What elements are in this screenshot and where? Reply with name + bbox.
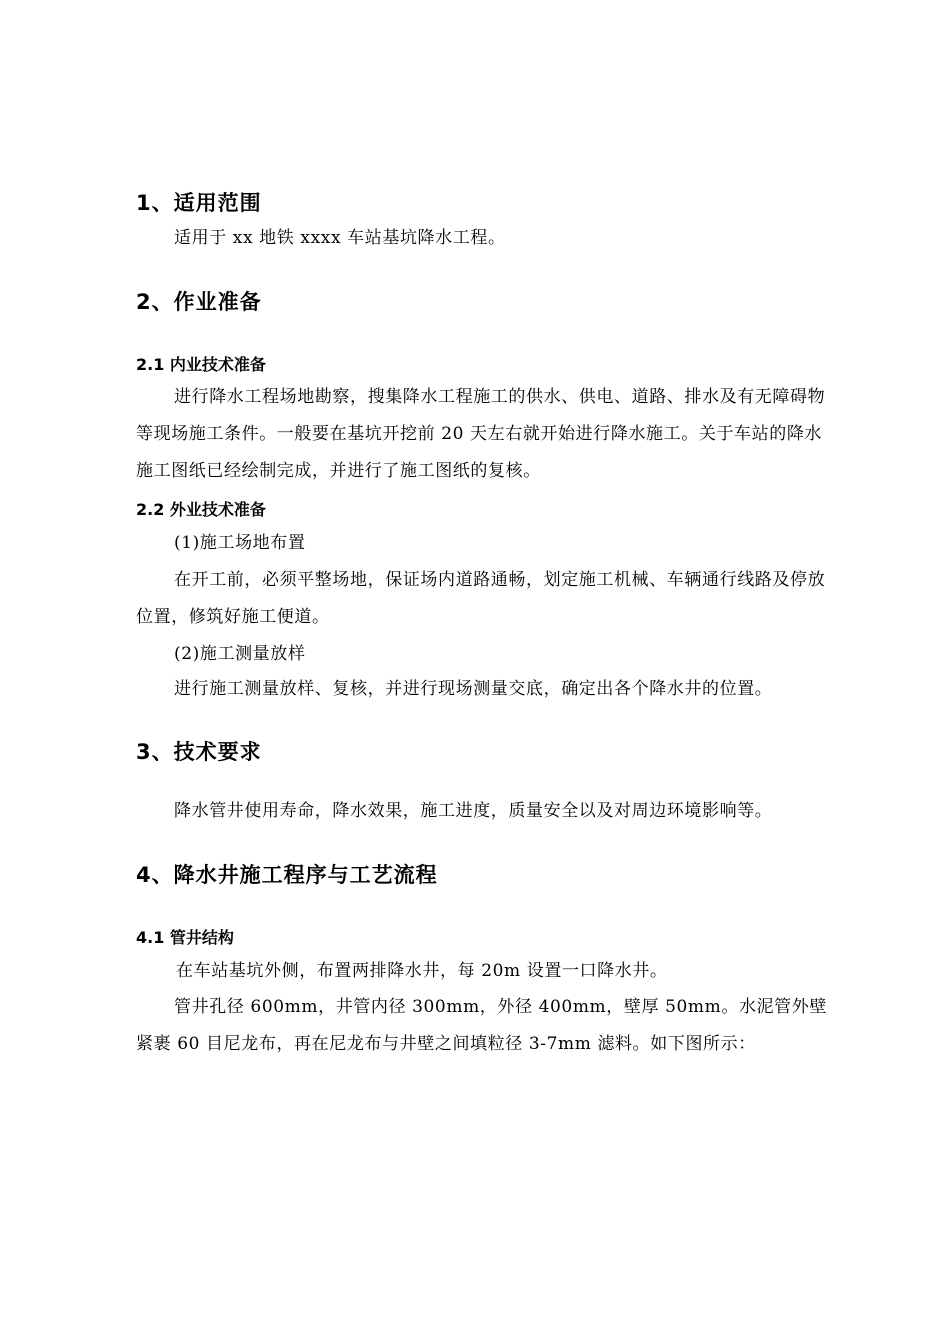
- section-3-text: 降水管井使用寿命，降水效果，施工进度，质量安全以及对周边环境影响等。: [174, 801, 773, 821]
- section-4-1-text-1: 在车站基坑外侧，布置两排降水井，每 20m 设置一口降水井。: [176, 961, 668, 981]
- section-2-2-item-2-text: 进行施工测量放样、复核，并进行现场测量交底，确定出各个降水井的位置。: [174, 679, 773, 699]
- section-2-2-item-1: (1)施工场地布置: [174, 533, 306, 553]
- section-4-1-heading: 4.1 管井结构: [136, 928, 234, 947]
- section-4-1-text-2: 管井孔径 600mm，井管内径 300mm，外径 400mm，壁厚 50mm。水泥管外壁紧裹 60 目尼龙布，再在尼龙布与井壁之间填粒径 3-7mm 滤料。如下图所示：: [136, 997, 827, 1054]
- section-4-heading: 4、降水井施工程序与工艺流程: [136, 863, 438, 887]
- section-2-1-heading: 2.1 内业技术准备: [136, 355, 266, 374]
- section-3-heading: 3、技术要求: [136, 740, 262, 764]
- section-2-1-text: 进行降水工程场地勘察，搜集降水工程施工的供水、供电、道路、排水及有无障碍物等现场施工条件。一般要在基坑开挖前 20 天左右就开始进行降水施工。关于车站的降水施工图纸已经绘制完成，并进行了施工图纸的复核。: [136, 387, 826, 481]
- section-2-2-item-2: (2)施工测量放样: [174, 644, 306, 664]
- section-2-2-item-1-text: 在开工前，必须平整场地，保证场内道路通畅，划定施工机械、车辆通行线路及停放位置，修筑好施工便道。: [136, 570, 826, 627]
- section-2-2-heading: 2.2 外业技术准备: [136, 500, 266, 519]
- section-1-heading: 1、适用范围: [136, 191, 262, 215]
- section-2-heading: 2、作业准备: [136, 290, 262, 314]
- section-1-text: 适用于 xx 地铁 xxxx 车站基坑降水工程。: [174, 228, 506, 248]
